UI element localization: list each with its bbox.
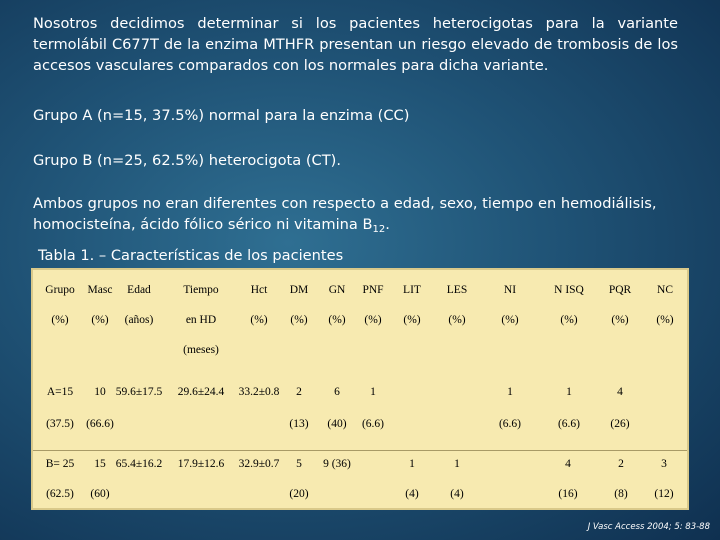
table-cell: (%) [364, 314, 382, 326]
table-cell: (37.5) [46, 418, 74, 430]
table-cell: 3 [661, 458, 667, 470]
table-caption: Tabla 1. – Características de los pacientes [38, 247, 344, 264]
patient-characteristics-table [31, 268, 689, 510]
group-b-description: Grupo B (n=25, 62.5%) heterocigota (CT). [33, 152, 341, 169]
table-cell: LIT [403, 284, 421, 296]
table-cell: 29.6±24.4 [177, 386, 225, 398]
table-cell: (%) [91, 314, 109, 326]
table-cell: 1 [566, 386, 572, 398]
table-cell: (16) [558, 488, 578, 500]
table-cell: (%) [51, 314, 69, 326]
table-cell: 2 [618, 458, 624, 470]
table-cell: (%) [448, 314, 466, 326]
table-cell: 4 [617, 386, 623, 398]
table-cell: (%) [611, 314, 629, 326]
comparison-end: . [385, 216, 390, 233]
table-cell: 65.4±16.2 [115, 458, 163, 470]
table-cell: N ISQ [554, 284, 584, 296]
table-cell: (4) [450, 488, 464, 500]
table-cell: 2 [296, 386, 302, 398]
table-cell: (13) [289, 418, 309, 430]
table-cell: (60) [90, 488, 110, 500]
table-cell: 4 [565, 458, 571, 470]
table-cell: Grupo [45, 284, 75, 296]
table-cell: PNF [362, 284, 384, 296]
intro-paragraph: Nosotros decidimos determinar si los pacientes heterocigotas para la variante termolábil C677T de la enzima MTHFR presentan un riesgo elevado de trombosis de los accesos vasculares comparados con los normales para dicha variante. [33, 15, 678, 74]
table-cell: 33.2±0.8 [238, 386, 280, 398]
table-cell: (12) [654, 488, 674, 500]
table-cell: 6 [334, 386, 340, 398]
table-cell: LES [446, 284, 468, 296]
table-cell: 17.9±12.6 [177, 458, 225, 470]
table-cell: (6.6) [361, 418, 385, 430]
table-cell: (6.6) [498, 418, 522, 430]
table-cell: (26) [610, 418, 630, 430]
table-cell: DM [289, 284, 309, 296]
table-cell: (años) [124, 314, 154, 326]
table-cell: (40) [327, 418, 347, 430]
table-cell: (%) [501, 314, 519, 326]
table-cell: 1 [454, 458, 460, 470]
table-cell: 1 [409, 458, 415, 470]
table-cell: GN [328, 284, 346, 296]
table-cell: 1 [507, 386, 513, 398]
table-cell: (%) [560, 314, 578, 326]
table-cell: (6.6) [557, 418, 581, 430]
table-cell: NC [657, 284, 673, 296]
table-cell: (8) [614, 488, 628, 500]
table-cell: Hct [250, 284, 268, 296]
table-cell: PQR [608, 284, 632, 296]
vitamin-subscript: 12 [372, 224, 386, 235]
table-cell: 59.6±17.5 [115, 386, 163, 398]
table-cell: (meses) [183, 344, 219, 356]
table-cell: (62.5) [46, 488, 74, 500]
citation: J Vasc Access 2004; 5: 83-88 [587, 522, 710, 532]
table-row-divider [33, 450, 687, 451]
table-cell: (20) [289, 488, 309, 500]
table-cell: 32.9±0.7 [238, 458, 280, 470]
table-cell: 5 [296, 458, 302, 470]
table-cell: A=15 [46, 386, 74, 398]
table-cell: Masc [87, 284, 113, 296]
table-cell: B= 25 [45, 458, 75, 470]
table-cell: en HD [185, 314, 217, 326]
table-cell: (4) [405, 488, 419, 500]
table-cell: 9 (36) [323, 458, 351, 470]
comparison-paragraph [33, 193, 678, 235]
table-cell: Edad [127, 284, 151, 296]
table-cell: (66.6) [86, 418, 114, 430]
table-cell: Tiempo [183, 284, 219, 296]
comparison-text: Ambos grupos no eran diferentes con respecto a edad, sexo, tiempo en hemodiálisis, homocisteína, ácido fólico sérico ni vitamina B [33, 195, 657, 233]
table-cell: (%) [290, 314, 308, 326]
group-a-description: Grupo A (n=15, 37.5%) normal para la enzima (CC) [33, 107, 410, 124]
table-cell: (%) [656, 314, 674, 326]
table-cell: (%) [328, 314, 346, 326]
table-cell: 15 [94, 458, 106, 470]
table-cell: 1 [370, 386, 376, 398]
table-cell: (%) [250, 314, 268, 326]
table-cell: NI [503, 284, 517, 296]
table-cell: (%) [403, 314, 421, 326]
table-cell: 10 [94, 386, 106, 398]
